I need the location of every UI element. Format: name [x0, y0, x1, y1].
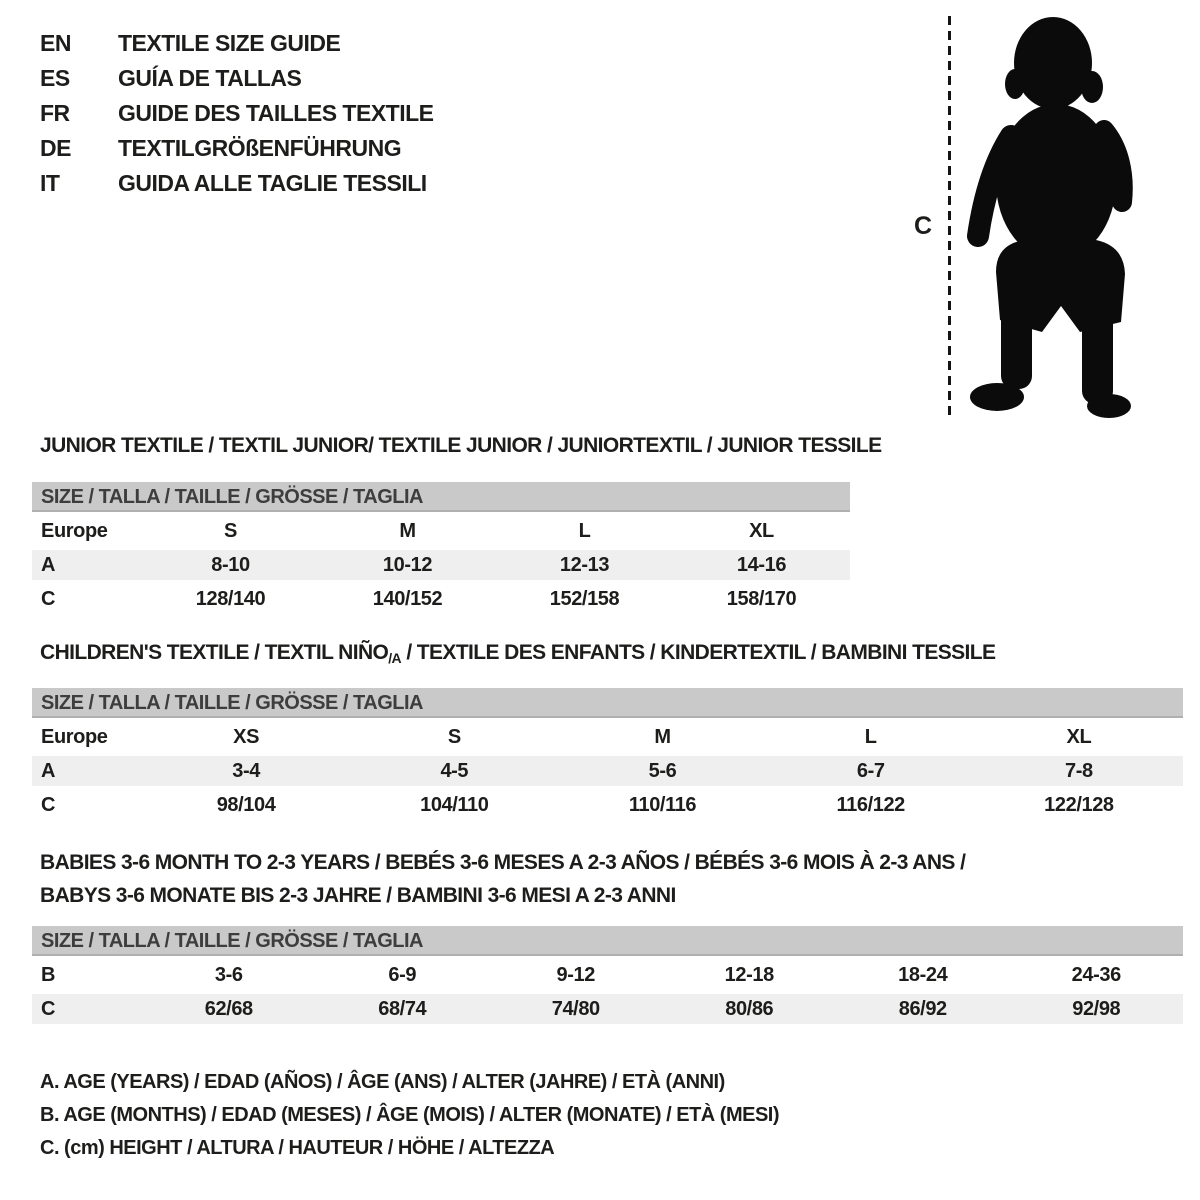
table-row-age — [32, 756, 1183, 786]
height-dashed-line — [948, 16, 951, 416]
language-title: GUÍA DE TALLAS — [118, 65, 302, 91]
age-cell: 14-16 — [736, 554, 787, 576]
language-row-fr — [40, 96, 434, 131]
measure-legend — [40, 1066, 779, 1165]
height-cell: 68/74 — [378, 998, 427, 1020]
children-title-subscript: /A — [388, 650, 402, 666]
age-cell: 5-6 — [648, 760, 677, 782]
size-cell: L — [864, 726, 877, 748]
language-row-es — [40, 61, 434, 96]
age-cell: 12-13 — [559, 554, 610, 576]
language-title: GUIDE DES TAILLES TEXTILE — [118, 100, 434, 126]
row-label: A — [41, 760, 56, 782]
row-label: Europe — [41, 726, 108, 748]
size-header-bar: SIZE / TALLA / TAILLE / GRÖSSE / TAGLIA — [32, 926, 1183, 956]
language-row-en — [40, 26, 434, 61]
months-cell: 6-9 — [388, 964, 417, 986]
legend-line-a: A. AGE (YEARS) / EDAD (AÑOS) / ÂGE (ANS) / ALTER (JAHRE) / ETÀ (ANNI) — [40, 1071, 725, 1093]
children-size-table — [32, 688, 1183, 820]
height-cell: 98/104 — [216, 794, 276, 816]
junior-section-title: JUNIOR TEXTILE / TEXTIL JUNIOR/ TEXTILE JUNIOR / JUNIORTEXTIL / JUNIOR TESSILE — [40, 434, 882, 457]
table-row-age — [32, 550, 850, 580]
size-cell: XL — [749, 520, 774, 542]
table-row-europe — [32, 722, 1183, 752]
table-row-height — [32, 994, 1183, 1024]
height-cell: 80/86 — [725, 998, 774, 1020]
language-code: ES — [40, 65, 70, 91]
size-header-bar: SIZE / TALLA / TAILLE / GRÖSSE / TAGLIA — [32, 482, 850, 512]
legend-line-c: C. (cm) HEIGHT / ALTURA / HAUTEUR / HÖHE / ALTEZZA — [40, 1137, 555, 1159]
language-code: DE — [40, 135, 71, 161]
legend-line-b: B. AGE (MONTHS) / EDAD (MESES) / ÂGE (MOIS) / ALTER (MONATE) / ETÀ (MESI) — [40, 1104, 780, 1126]
row-label: Europe — [41, 520, 108, 542]
size-cell: S — [447, 726, 461, 748]
language-code: EN — [40, 30, 71, 56]
height-cell: 62/68 — [204, 998, 253, 1020]
size-header-bar: SIZE / TALLA / TAILLE / GRÖSSE / TAGLIA — [32, 688, 1183, 718]
height-cell: 116/122 — [836, 794, 905, 816]
months-cell: 24-36 — [1071, 964, 1121, 986]
months-cell: 9-12 — [556, 964, 595, 986]
row-label: A — [41, 554, 56, 576]
language-row-it — [40, 166, 434, 201]
age-cell: 3-4 — [232, 760, 260, 782]
size-cell: M — [399, 520, 416, 542]
baby-silhouette-icon — [963, 14, 1143, 424]
size-cell: XL — [1066, 726, 1092, 748]
row-label: B — [41, 964, 56, 986]
height-measure-label: C — [914, 212, 933, 240]
row-label: C — [41, 588, 56, 610]
language-code: FR — [40, 100, 70, 126]
language-title-list — [40, 26, 434, 201]
size-cell: S — [224, 520, 237, 542]
height-cell: 122/128 — [1044, 794, 1114, 816]
size-cell: M — [654, 726, 671, 748]
height-cell: 152/158 — [549, 588, 620, 610]
height-cell: 158/170 — [726, 588, 797, 610]
row-label: C — [41, 794, 56, 816]
language-row-de — [40, 131, 434, 166]
height-cell: 110/116 — [628, 794, 697, 816]
size-cell: L — [578, 520, 591, 542]
height-cell: 92/98 — [1072, 998, 1121, 1020]
language-code: IT — [40, 170, 60, 196]
age-cell: 7-8 — [1065, 760, 1093, 782]
months-cell: 3-6 — [214, 964, 243, 986]
language-title: TEXTILGRÖßENFÜHRUNG — [118, 135, 402, 161]
children-title-post: / TEXTILE DES ENFANTS / KINDERTEXTIL / BAMBINI TESSILE — [401, 641, 996, 664]
row-label: C — [41, 998, 56, 1020]
height-cell: 140/152 — [372, 588, 443, 610]
babies-size-table — [32, 926, 1183, 1024]
children-section-title — [40, 641, 995, 666]
age-cell: 8-10 — [211, 554, 250, 576]
table-row-months — [32, 960, 1183, 990]
age-cell: 10-12 — [382, 554, 433, 576]
junior-size-table — [32, 482, 850, 614]
babies-section-title-line2: BABYS 3-6 MONATE BIS 2-3 JAHRE / BAMBINI 3-6 MESI A 2-3 ANNI — [40, 884, 676, 907]
babies-section-title-line1: BABIES 3-6 MONTH TO 2-3 YEARS / BEBÉS 3-6 MESES A 2-3 AÑOS / BÉBÉS 3-6 MOIS À 2-3 ANS / — [40, 851, 966, 874]
age-cell: 4-5 — [440, 760, 469, 782]
height-cell: 74/80 — [551, 998, 600, 1020]
table-row-europe — [32, 516, 850, 546]
age-cell: 6-7 — [856, 760, 885, 782]
size-cell: XS — [233, 726, 260, 748]
months-cell: 12-18 — [724, 964, 774, 986]
table-row-height — [32, 790, 1183, 820]
height-cell: 128/140 — [195, 588, 266, 610]
language-title: TEXTILE SIZE GUIDE — [118, 30, 341, 56]
months-cell: 18-24 — [898, 964, 948, 986]
height-cell: 104/110 — [420, 794, 489, 816]
children-title-pre: CHILDREN'S TEXTILE / TEXTIL NIÑO — [40, 641, 389, 664]
height-cell: 86/92 — [898, 998, 947, 1020]
table-row-height — [32, 584, 850, 614]
language-title: GUIDA ALLE TAGLIE TESSILI — [118, 170, 427, 196]
